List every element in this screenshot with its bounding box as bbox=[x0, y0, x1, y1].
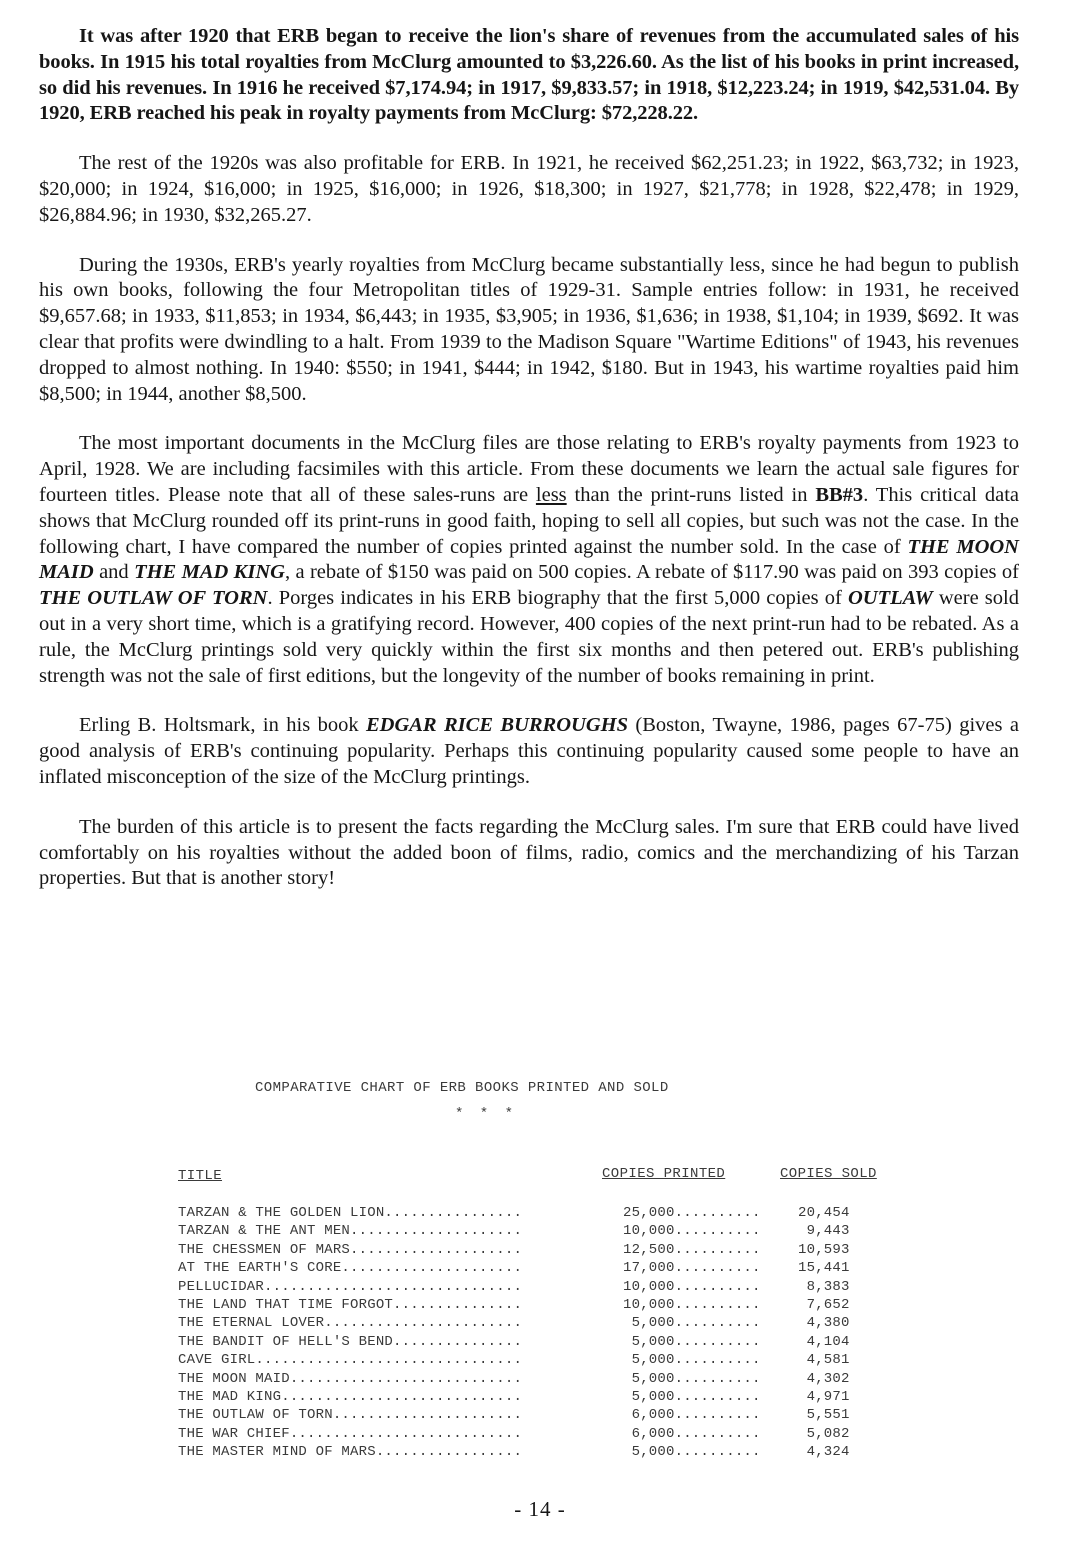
row-title: THE LAND THAT TIME FORGOT............... bbox=[178, 1296, 523, 1313]
paragraph-1920-royalties: It was after 1920 that ERB began to receive the lion's share of revenues from the accumulated sales of his books. In 1915 his total royalties from McClurg amounted to $3,226.60. As the list of his books in print increased, so did his revenues. In 1916 he received $7,174.94; in 1917, $9,833.57; in 1918, $12,223.24; in 1919, $42,531.04. By 1920, ERB reached his peak in royalty payments from McClurg: $72,228.22. bbox=[39, 25, 1019, 125]
row-title: TARZAN & THE GOLDEN LION................ bbox=[178, 1205, 523, 1221]
row-copies-sold: 15,441 bbox=[798, 1260, 850, 1277]
row-title: THE BANDIT OF HELL'S BEND............... bbox=[178, 1333, 531, 1350]
emphasis-less: less bbox=[535, 483, 567, 506]
row-title: THE OUTLAW OF TORN...................... bbox=[178, 1407, 531, 1424]
row-copies-printed: 5,000.......... bbox=[623, 1315, 770, 1332]
row-title: TARZAN & THE ANT MEN.................... bbox=[178, 1223, 523, 1240]
row-copies-printed: 10,000.......... bbox=[623, 1278, 770, 1295]
row-title: THE WAR CHIEF........................... bbox=[178, 1425, 531, 1442]
row-title: THE ETERNAL LOVER....................... bbox=[178, 1315, 531, 1332]
row-copies-sold: 10,593 bbox=[798, 1241, 850, 1258]
row-copies-printed: 5,000.......... bbox=[623, 1444, 770, 1461]
paragraph-holtsmark: Erling B. Holtsmark, in his book EDGAR RICE BURROUGHS (Boston, Twayne, 1986, pages 67-75) gives a good analysis of ERB's continuing popularity. Perhaps this continuing popularity caused some people to have an inflated misconception of the size of the McClurg printings. bbox=[39, 714, 1019, 788]
book-title-moon-maid: THE MOON MAID bbox=[39, 535, 1019, 584]
table-row bbox=[178, 1443, 878, 1461]
row-copies-printed: 5,000.......... bbox=[623, 1388, 770, 1405]
table-row bbox=[178, 1388, 878, 1406]
row-copies-printed: 6,000.......... bbox=[623, 1425, 770, 1442]
row-copies-sold: 4,971 bbox=[798, 1388, 850, 1405]
row-title: THE MOON MAID........................... bbox=[178, 1370, 531, 1387]
row-copies-printed: 10,000.......... bbox=[623, 1223, 770, 1240]
row-copies-printed: 17,000.......... bbox=[623, 1260, 761, 1277]
row-copies-sold: 5,551 bbox=[798, 1407, 850, 1424]
book-title-outlaw-of-torn: THE OUTLAW OF TORN bbox=[39, 587, 268, 610]
row-copies-sold: 20,454 bbox=[798, 1205, 850, 1221]
table-row bbox=[178, 1278, 878, 1296]
column-header-copies-printed: COPIES PRINTED bbox=[602, 1166, 726, 1182]
row-title: THE MASTER MIND OF MARS................. bbox=[178, 1444, 531, 1461]
row-copies-printed: 6,000.......... bbox=[623, 1407, 770, 1424]
row-title: THE MAD KING............................ bbox=[178, 1388, 531, 1405]
paragraph-mcclurg-documents: The most important documents in the McClurg files are those relating to ERB's royalty payments from 1923 to April, 1928. We are including facsimiles with this article. From these documents we learn the actual sale figures for fourteen titles. Please note that all of these sales-runs are less than the print-runs listed in BB#3. This critical data shows that McClurg rounded off its print-runs in good faith, hoping to sell all copies, but such was not the case. In the following chart, I have compared the number of copies printed against the number sold. In the case of THE MOON MAID and THE MAD KING, a rebate of $150 was paid on 500 copies. A rebate of $117.90 was paid on 393 copies of THE OUTLAW OF TORN. Porges indicates in his ERB biography that the first 5,000 copies of OUTLAW were sold out in a very short time, which is a gratifying record. However, 400 copies of the next print-run had to be rebated. As a rule, the McClurg printings sold very quickly within the first six months and then petered out. ERB's publishing strength was not the sale of first editions, but the longevity of the number of books remaining in print. bbox=[39, 432, 1020, 687]
paragraph-1930s-royalties: During the 1930s, ERB's yearly royalties from McClurg became substantially less, since he had begun to publish his own books, following the four Metropolitan titles of 1929-31. Sample entries follow: in 1931, he received $9,657.68; in 1933, $11,853; in 1934, $6,443; in 1935, $3,905; in 1936, $1,636; in 1938, $1,104; in 1939, $692. It was clear that profits were dwindling to a halt. From 1939 to the Madison Square "Wartime Editions" of 1943, his revenues dropped to almost nothing. In 1940: $550; in 1941, $444; in 1942, $180. But in 1943, his wartime royalties paid him $8,500; in 1944, another $8,500. bbox=[39, 253, 1019, 405]
table-row bbox=[178, 1296, 878, 1314]
book-title-mad-king: THE MAD KING bbox=[134, 561, 285, 584]
table-row bbox=[178, 1222, 878, 1240]
row-copies-sold: 9,443 bbox=[798, 1223, 850, 1240]
row-copies-sold: 8,383 bbox=[798, 1278, 850, 1295]
row-copies-printed: 5,000.......... bbox=[623, 1370, 770, 1387]
table-row bbox=[178, 1259, 878, 1277]
article-body bbox=[39, 24, 1019, 916]
row-copies-printed: 5,000.......... bbox=[623, 1333, 770, 1350]
row-copies-printed: 25,000.......... bbox=[623, 1205, 761, 1221]
chart-stars: * * * bbox=[455, 1106, 518, 1122]
row-copies-sold: 4,302 bbox=[798, 1370, 850, 1387]
table-row bbox=[178, 1241, 878, 1259]
page-number: - 14 - bbox=[514, 1497, 566, 1521]
table-row bbox=[178, 1425, 878, 1443]
paragraph-conclusion: The burden of this article is to present the facts regarding the McClurg sales. I'm sure that ERB could have lived comfortably on his royalties without the added boon of films, radio, comics and the merchandizing of his Tarzan properties. But that is another story! bbox=[39, 815, 1019, 890]
row-copies-sold: 4,581 bbox=[798, 1352, 850, 1369]
row-title: PELLUCIDAR.............................. bbox=[178, 1278, 523, 1295]
table-row bbox=[178, 1333, 878, 1351]
table-row bbox=[178, 1370, 878, 1388]
chart-title: COMPARATIVE CHART OF ERB BOOKS PRINTED AND SOLD bbox=[255, 1080, 669, 1096]
table-row bbox=[178, 1351, 878, 1369]
table-row bbox=[178, 1204, 878, 1222]
book-title-edgar-rice-burroughs: EDGAR RICE BURROUGHS bbox=[365, 714, 628, 737]
row-copies-sold: 7,652 bbox=[798, 1296, 850, 1313]
row-title: THE CHESSMEN OF MARS.................... bbox=[178, 1241, 523, 1258]
column-header-copies-sold: COPIES SOLD bbox=[780, 1166, 877, 1182]
row-copies-printed: 12,500.......... bbox=[623, 1241, 761, 1258]
book-title-outlaw: OUTLAW bbox=[848, 587, 933, 610]
row-copies-printed: 10,000.......... bbox=[623, 1296, 770, 1313]
row-copies-sold: 4,324 bbox=[798, 1444, 850, 1461]
row-copies-printed: 5,000.......... bbox=[623, 1352, 770, 1369]
reference-bb3: BB#3 bbox=[815, 483, 864, 506]
row-title: CAVE GIRL............................... bbox=[178, 1352, 531, 1369]
table-row bbox=[178, 1406, 878, 1424]
row-copies-sold: 5,082 bbox=[798, 1425, 850, 1442]
row-title: AT THE EARTH'S CORE..................... bbox=[178, 1260, 523, 1277]
paragraph-1920s-profits: The rest of the 1920s was also profitable for ERB. In 1921, he received $62,251.23; in 1922, $63,732; in 1923, $20,000; in 1924, $16,000; in 1925, $16,000; in 1926, $18,300; in 1927, $21,778; in 1928, $22,478; in 1929, $26,884.96; in 1930, $32,265.27. bbox=[39, 152, 1019, 226]
column-header-title: TITLE bbox=[178, 1168, 223, 1184]
row-copies-sold: 4,104 bbox=[798, 1333, 850, 1350]
table-row bbox=[178, 1314, 878, 1332]
row-copies-sold: 4,380 bbox=[798, 1315, 850, 1332]
chart-rows bbox=[178, 1204, 878, 1461]
